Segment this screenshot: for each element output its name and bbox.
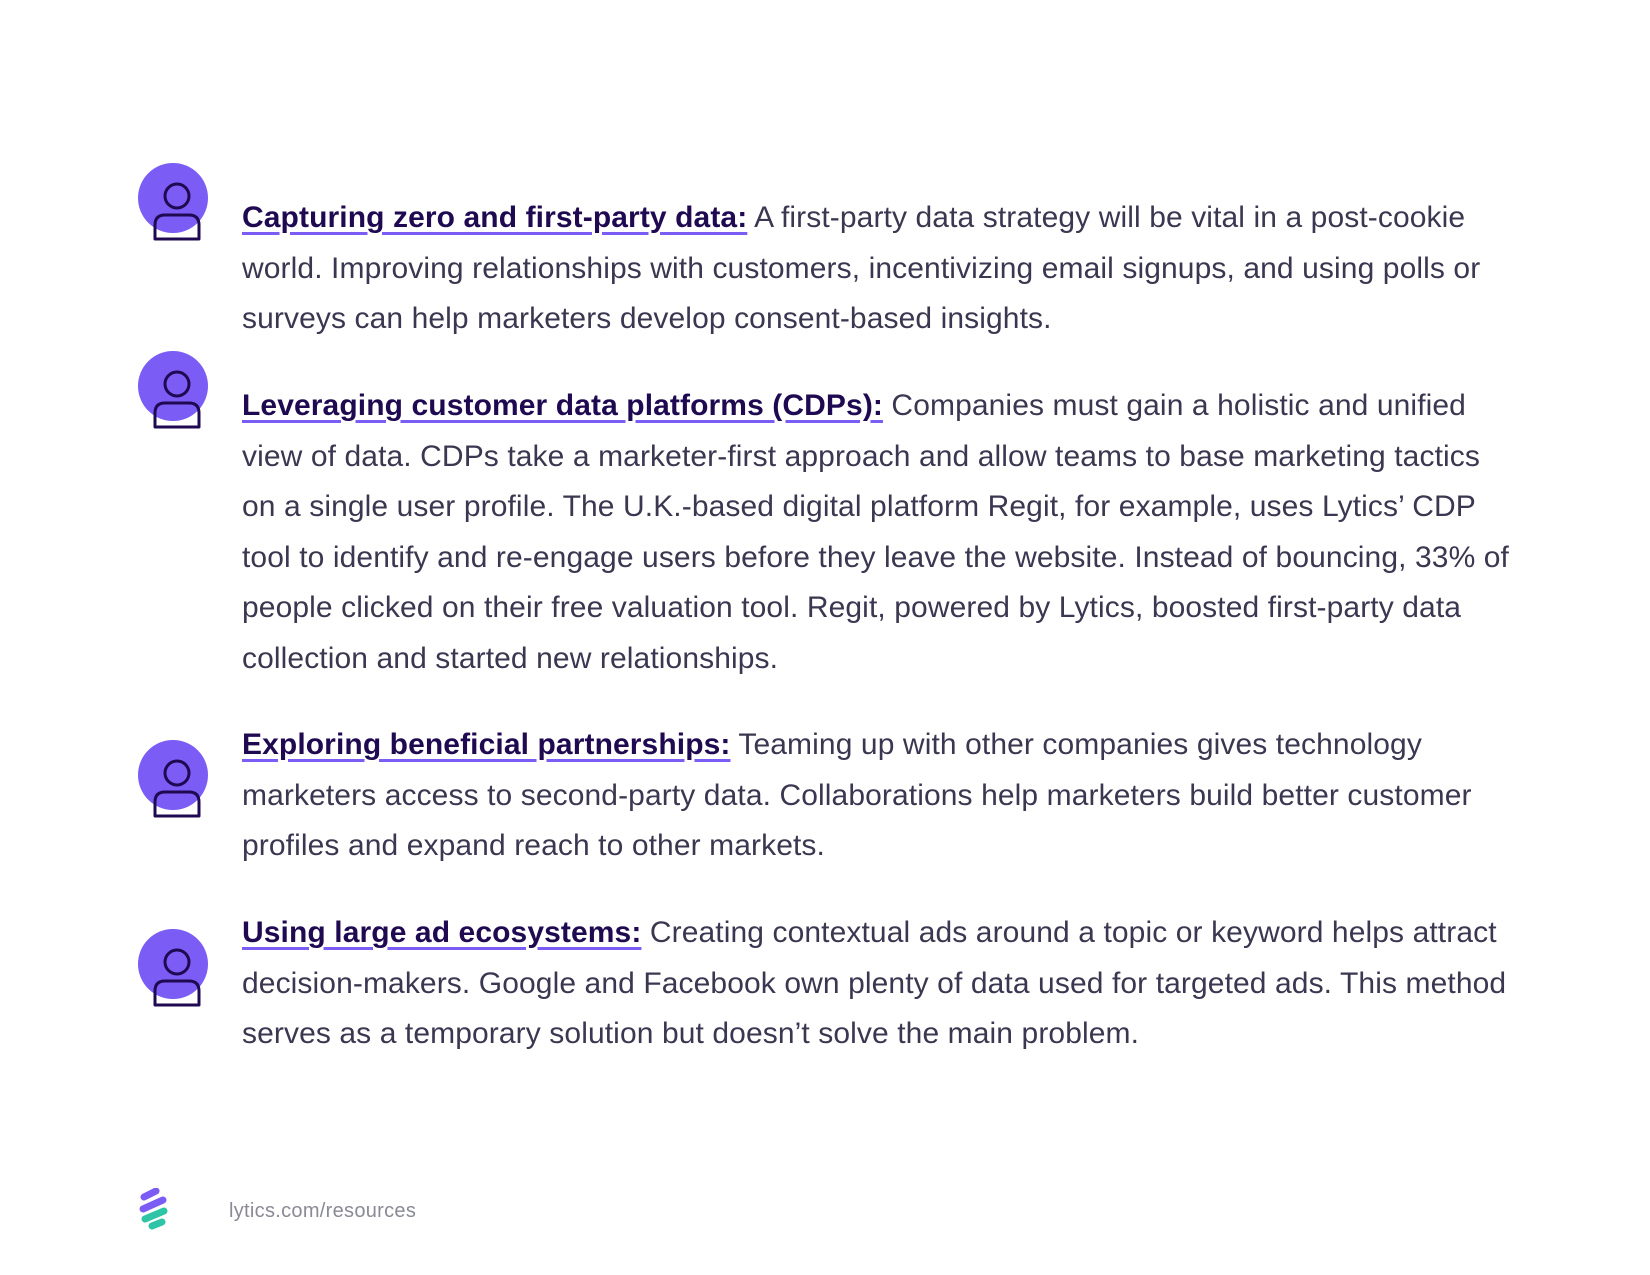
user-icon [138,163,208,241]
item-heading: Using large ad ecosystems: [242,916,642,949]
item-paragraph [242,720,1512,872]
item-body: Companies must gain a holistic and unified view of data. CDPs take a marketer-first approach and allow teams to base marketing tactics on a single user profile. The U.K.-based digital platform Regit, for example, uses Lytics’ CDP tool to identify and re-engage users before they leave the website. Instead of bouncing, 33% of people clicked on their free valuation tool. Regit, powered by Lytics, boosted first-party data collection and started new relationships. [242,389,1509,675]
footer-url[interactable]: lytics.com/resources [229,1200,417,1222]
item-paragraph [242,193,1512,345]
item-body: Creating contextual ads around a topic or keyword helps attract decision-makers. Google and Facebook own plenty of data used for targeted ads. This method serves as a temporary solution but doesn’t solve the main problem. [242,916,1507,1050]
item-body: Teaming up with other companies gives technology marketers access to second-party data. Collaborations help marketers build better customer profiles and expand reach to other markets. [242,728,1472,862]
item-paragraph [242,908,1512,1060]
item-paragraph [242,381,1512,684]
user-icon [138,929,208,1007]
user-icon [138,740,208,818]
item-heading: Capturing zero and first-party data: [242,201,748,234]
item-heading: Exploring beneficial partnerships: [242,728,731,761]
item-body: A first-party data strategy will be vital in a post-cookie world. Improving relationships with customers, incentivizing email signups, and using polls or surveys can help marketers develop consent-based insights. [242,201,1481,335]
item-heading: Leveraging customer data platforms (CDPs): [242,389,883,422]
user-icon [138,351,208,429]
footer [138,1188,638,1228]
lytics-logo-icon [138,1188,170,1230]
